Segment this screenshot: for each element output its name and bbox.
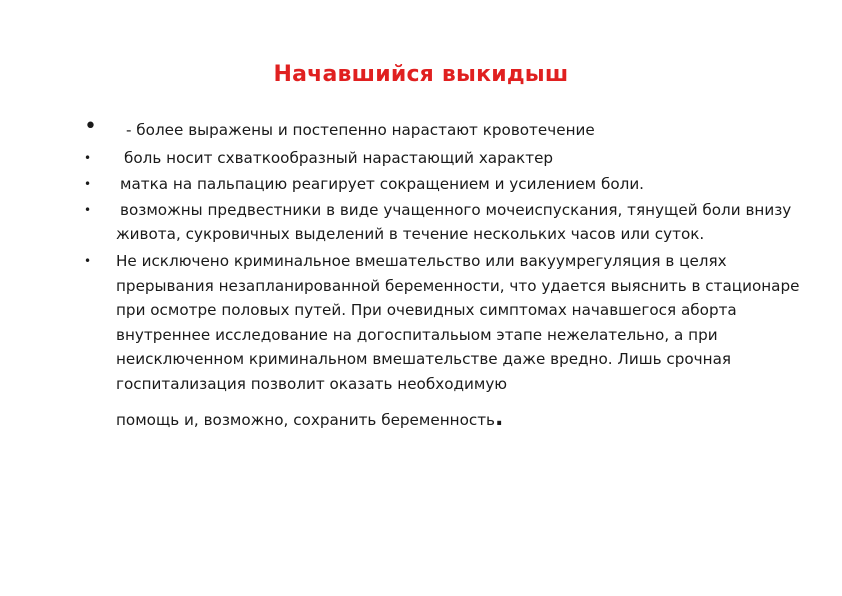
bullet-text-tail-words: помощь и, возможно, сохранить беременность (116, 411, 496, 429)
bullet-marker: • (84, 254, 92, 268)
bullet-item (84, 146, 804, 170)
bullet-item (84, 249, 804, 432)
bullet-text-tail (116, 408, 804, 432)
slide-title: Начавшийся выкидыш (273, 62, 569, 87)
bullet-item (84, 198, 804, 246)
bullet-text: боль носит схваткообразный нарастающий характер (124, 149, 554, 167)
bullet-marker: • (84, 114, 97, 139)
final-period: . (495, 406, 504, 431)
bullet-list (84, 114, 804, 432)
bullet-text: - более выражены и постепенно нарастают кровотечение (126, 121, 595, 139)
bullet-marker: • (84, 151, 92, 165)
bullet-item (84, 114, 804, 142)
bullet-marker: • (84, 177, 92, 191)
bullet-text: возможны предвестники в виде учащенного мочеиспускания, тянущей боли внизу живота, сукровичных выделений в течение нескольких часов или суток. (116, 201, 792, 243)
bullet-item (84, 172, 804, 196)
bullet-text: Не исключено криминальное вмешательство или вакуумрегуляция в целях прерывания незапланированной беременности, что удается выяснить в стационаре при осмотре половых путей. При очевидных симптомах начавшегося аборта внутреннее исследование на догоспитальыом этапе нежелательно, а при неисключенном криминальном вмешательстве даже вредно. Лишь срочная госпитализация позволит оказать необходимую (116, 252, 800, 393)
bullet-text: матка на пальпацию реагирует сокращением и усилением боли. (120, 175, 645, 193)
bullet-marker: • (84, 203, 92, 217)
